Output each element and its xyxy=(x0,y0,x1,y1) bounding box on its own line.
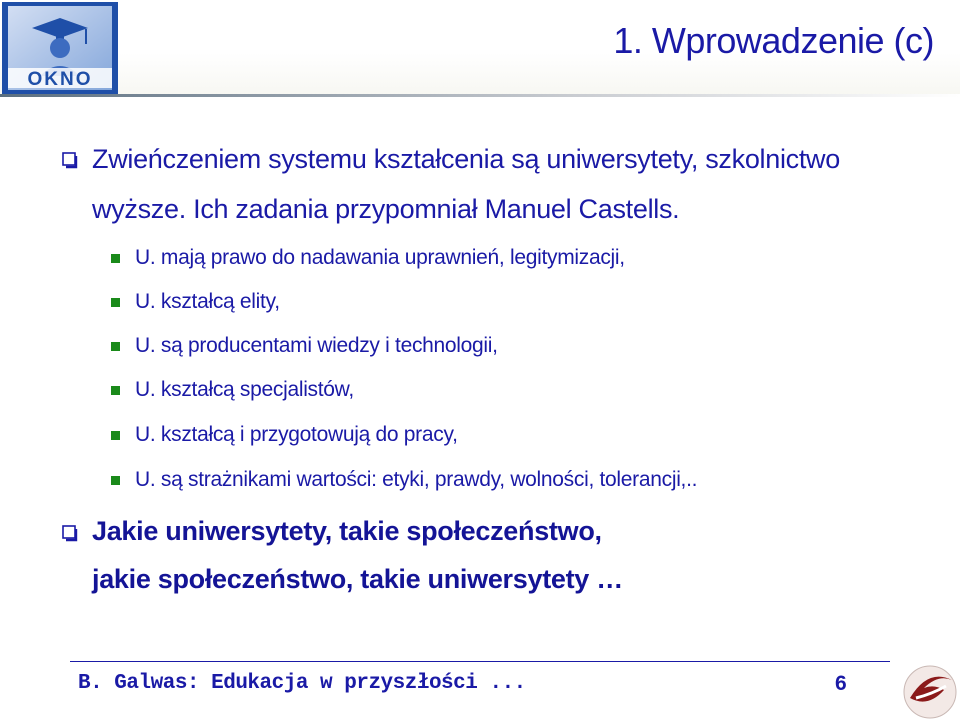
checkbox-bullet-icon xyxy=(62,525,79,542)
logo-text: OKNO xyxy=(27,69,93,90)
square-bullet-icon xyxy=(111,386,120,395)
sub-item-3: U. są producentami wiedzy i technologii, xyxy=(135,334,498,357)
footer-divider xyxy=(70,661,890,662)
checkbox-bullet-icon xyxy=(62,152,79,169)
footer-author: B. Galwas: Edukacja w przyszłości ... xyxy=(78,672,526,695)
sub-item-5: U. kształcą i przygotowują do pracy, xyxy=(135,423,458,446)
sub-item-4: U. kształcą specjalistów, xyxy=(135,378,354,401)
bullet2-line1: Jakie uniwersytety, takie społeczeństwo, xyxy=(92,516,602,546)
square-bullet-icon xyxy=(111,298,120,307)
sub-item-6: U. są strażnikami wartości: etyki, prawdy, wolności, tolerancji,.. xyxy=(135,468,698,491)
square-bullet-icon xyxy=(111,342,120,351)
bullet2-line2: jakie społeczeństwo, takie uniwersytety … xyxy=(92,564,623,594)
page-number: 6 xyxy=(835,672,847,695)
square-bullet-icon xyxy=(111,254,120,263)
bullet1-line2: wyższe. Ich zadania przypomniał Manuel Castells. xyxy=(92,194,680,224)
bullet1-line1: Zwieńczeniem systemu kształcenia są uniwersytety, szkolnictwo xyxy=(92,144,840,174)
square-bullet-icon xyxy=(111,476,120,485)
square-bullet-icon xyxy=(111,431,120,440)
sub-item-2: U. kształcą elity, xyxy=(135,290,280,313)
sub-item-1: U. mają prawo do nadawania uprawnień, legitymizacji, xyxy=(135,246,625,269)
e-learning-logo-icon xyxy=(898,658,960,720)
page-title: 1. Wprowadzenie (c) xyxy=(613,20,934,61)
